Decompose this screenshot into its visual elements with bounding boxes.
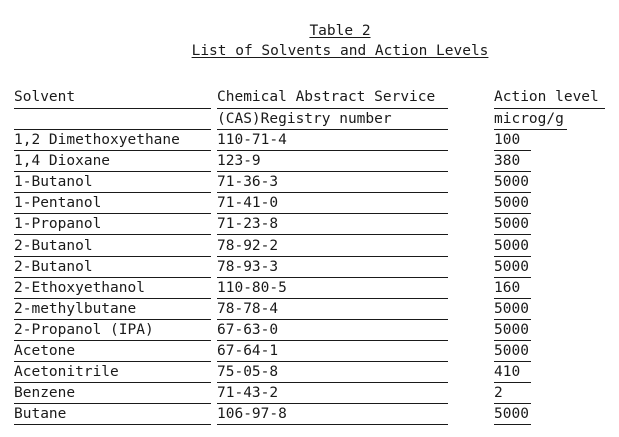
row-rule [494, 192, 531, 193]
row-rule [217, 192, 448, 193]
row-rule [14, 171, 211, 172]
row-rule [494, 277, 531, 278]
solvent-name-cell: Benzene [14, 385, 76, 401]
solvent-name-cell: 2-Butanol [14, 238, 93, 254]
action-level-cell: 5000 [494, 238, 529, 254]
action-level-cell: 5000 [494, 322, 529, 338]
solvent-name-cell: 1-Propanol [14, 216, 102, 232]
row-rule [217, 150, 448, 151]
action-level-cell: 5000 [494, 406, 529, 422]
action-level-cell: 2 [494, 385, 503, 401]
header-rule [494, 129, 567, 130]
action-level-cell: 410 [494, 364, 521, 380]
action-level-cell: 5000 [494, 216, 529, 232]
table-caption: List of Solvents and Action Levels [191, 43, 489, 59]
row-rule [217, 361, 448, 362]
cas-number-cell: 78-93-3 [217, 259, 279, 275]
row-rule [217, 171, 448, 172]
cas-number-cell: 78-92-2 [217, 238, 279, 254]
row-rule [14, 403, 211, 404]
row-rule [494, 340, 531, 341]
header-rule [14, 129, 211, 130]
action-level-cell: 5000 [494, 343, 529, 359]
row-rule [14, 340, 211, 341]
action-level-cell: 160 [494, 280, 521, 296]
cas-number-cell: 78-78-4 [217, 301, 279, 317]
cas-number-cell: 110-71-4 [217, 132, 287, 148]
row-rule [14, 361, 211, 362]
row-rule [14, 424, 211, 425]
cas-number-cell: 106-97-8 [217, 406, 287, 422]
solvent-name-cell: 2-Butanol [14, 259, 93, 275]
cas-number-cell: 71-41-0 [217, 195, 279, 211]
row-rule [14, 277, 211, 278]
cas-number-cell: 67-64-1 [217, 343, 279, 359]
row-rule [217, 234, 448, 235]
row-rule [217, 382, 448, 383]
row-rule [217, 403, 448, 404]
cas-number-cell: 71-43-2 [217, 385, 279, 401]
action-level-cell: 5000 [494, 259, 529, 275]
cas-number-cell: 67-63-0 [217, 322, 279, 338]
action-level-cell: 5000 [494, 301, 529, 317]
row-rule [217, 213, 448, 214]
row-rule [14, 256, 211, 257]
header-rule [217, 129, 448, 130]
cas-number-cell: 123-9 [217, 153, 261, 169]
row-rule [494, 150, 531, 151]
header-rule [14, 108, 211, 109]
row-rule [217, 424, 448, 425]
row-rule [217, 277, 448, 278]
row-rule [217, 256, 448, 257]
row-rule [14, 234, 211, 235]
header-action-line1: Action level [494, 89, 599, 105]
row-rule [494, 361, 531, 362]
row-rule [494, 382, 531, 383]
row-rule [494, 403, 531, 404]
row-rule [14, 150, 211, 151]
solvent-name-cell: 2-Ethoxyethanol [14, 280, 145, 296]
solvent-name-cell: Acetonitrile [14, 364, 119, 380]
row-rule [14, 192, 211, 193]
action-level-cell: 5000 [494, 174, 529, 190]
solvent-name-cell: Butane [14, 406, 67, 422]
action-level-cell: 380 [494, 153, 521, 169]
solvent-name-cell: Acetone [14, 343, 76, 359]
table-number-title: Table 2 [309, 23, 371, 39]
row-rule [14, 213, 211, 214]
solvent-name-cell: 2-Propanol (IPA) [14, 322, 154, 338]
row-rule [14, 298, 211, 299]
header-action-line2: microg/g [494, 111, 564, 127]
header-cas-line1: Chemical Abstract Service [217, 89, 436, 105]
header-rule [494, 108, 605, 109]
row-rule [494, 298, 531, 299]
row-rule [14, 382, 211, 383]
row-rule [494, 256, 531, 257]
row-rule [217, 340, 448, 341]
row-rule [14, 319, 211, 320]
cas-number-cell: 75-05-8 [217, 364, 279, 380]
solvent-name-cell: 2-methylbutane [14, 301, 137, 317]
action-level-cell: 100 [494, 132, 521, 148]
header-cas-line2: (CAS)Registry number [217, 111, 392, 127]
header-rule [217, 108, 448, 109]
cas-number-cell: 71-23-8 [217, 216, 279, 232]
row-rule [494, 171, 531, 172]
row-rule [217, 298, 448, 299]
header-solvent: Solvent [14, 89, 76, 105]
row-rule [494, 213, 531, 214]
row-rule [494, 424, 531, 425]
solvent-name-cell: 1-Butanol [14, 174, 93, 190]
cas-number-cell: 71-36-3 [217, 174, 279, 190]
cas-number-cell: 110-80-5 [217, 280, 287, 296]
row-rule [494, 319, 531, 320]
row-rule [494, 234, 531, 235]
solvent-name-cell: 1-Pentanol [14, 195, 102, 211]
row-rule [217, 319, 448, 320]
solvent-name-cell: 1,4 Dioxane [14, 153, 111, 169]
action-level-cell: 5000 [494, 195, 529, 211]
solvent-name-cell: 1,2 Dimethoxyethane [14, 132, 180, 148]
